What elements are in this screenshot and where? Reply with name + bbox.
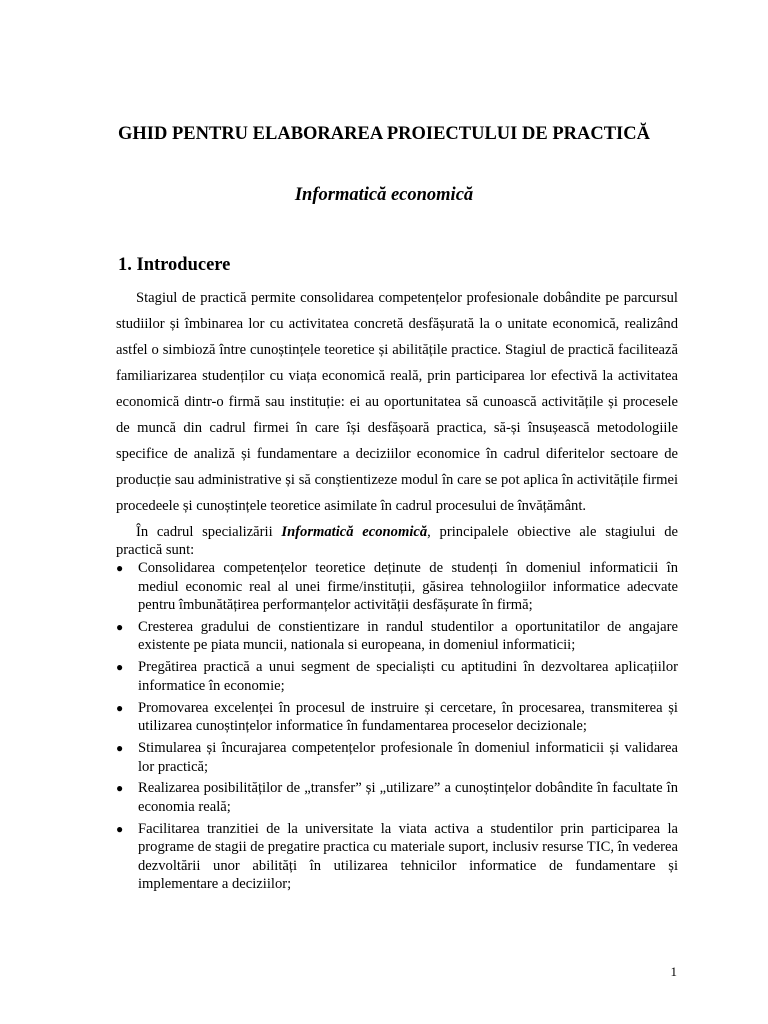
list-item [116, 699, 678, 736]
list-item [116, 739, 678, 776]
list-item-text: Realizarea posibilităților de „transfer” și „utilizare” a cunoștințelor dobândite în facultate în economia reală; [138, 780, 678, 815]
bullet-icon: ● [116, 561, 124, 575]
bullet-icon: ● [116, 821, 124, 836]
section-heading: 1. Introducere [118, 255, 231, 275]
document-title: GHID PENTRU ELABORAREA PROIECTULUI DE PRACTICĂ [118, 124, 650, 144]
bullet-icon: ● [116, 781, 124, 796]
intro-paragraph: Stagiul de practică permite consolidarea competențelor profesionale dobândite pe parcursul studiilor și îmbinarea lor cu activitatea concretă desfășurată la o unitate economică, realizând astfel o simbioză între cunoștințele teoretice și abilitățile practice. Stagiul de practică facilitează familiarizarea studenților cu viața economică reală, prin participarea lor efectivă la activitatea economică dintr-o firmă sau instituție: ei au oportunitatea să cunoască activitățile și procesele de muncă din cadrul firmei în care își desfășoară practica, să-și însușească metodologiile specifice de analiză și fundamentare a deciziilor economice în cadrul diferitelor sectoare de producție sau administrative și să conștientizeze modul în care se pot aplica în activitățile firmei procedeele și cunoștințele teoretice asimilate în cadrul procesului de învățământ. [116, 290, 678, 514]
list-item-text: Pregătirea practică a unui segment de specialiști cu aptitudini în dezvoltarea aplicațiilor informatice în economie; [138, 659, 678, 694]
list-item-text: Promovarea excelenței în procesul de instruire și cercetare, în procesarea, transmiterea și utilizarea cunoștințelor informatice în fundamentarea proceselor decizionale; [138, 699, 678, 735]
bullet-icon: ● [116, 660, 124, 675]
objectives-intro [116, 523, 678, 559]
document-subtitle: Informatică economică [294, 185, 474, 205]
document-body [116, 285, 678, 897]
page-number: 1 [670, 964, 677, 979]
objectives-intro-text: În cadrul specializării [136, 524, 282, 540]
objectives-intro-emphasis: Informatică economică [281, 524, 428, 540]
bullet-icon: ● [116, 700, 124, 715]
objectives-intro-tail: , principalele obiective ale stagiului de practică sunt: [116, 524, 678, 558]
list-item-text: Cresterea gradului de constientizare in randul studentilor a oportunitatilor de angajare existente pe piata muncii, nationala si europeana, in domeniul informaticii; [138, 618, 678, 654]
list-item [116, 658, 678, 695]
bullet-icon: ● [116, 619, 124, 634]
bullet-icon: ● [116, 741, 124, 756]
list-item-text: Facilitarea tranzitiei de la universitate la viata activa a studentilor prin participarea la programe de stagii de pregatire practica cu materiale suport, inclusiv resurse TIC, în vederea dezvoltării unor abilități în utilizarea tehnicilor informatice de fundamentare și implementare a deciziilor; [138, 820, 678, 893]
list-item [116, 618, 678, 655]
list-item-text: Stimularea și încurajarea competențelor profesionale în domeniul informaticii și validarea lor practică; [138, 740, 678, 775]
objectives-list [116, 559, 678, 894]
list-item [116, 559, 678, 615]
list-item-text: Consolidarea competențelor teoretice deținute de studenți în domeniul informaticii în mediul economic real al unei firme/instituții, găsirea tehnologiilor informatice adecvate pentru îmbunătățirea performanțelor activității desfășurate în firmă; [138, 560, 678, 613]
list-item [116, 820, 678, 894]
list-item [116, 779, 678, 816]
